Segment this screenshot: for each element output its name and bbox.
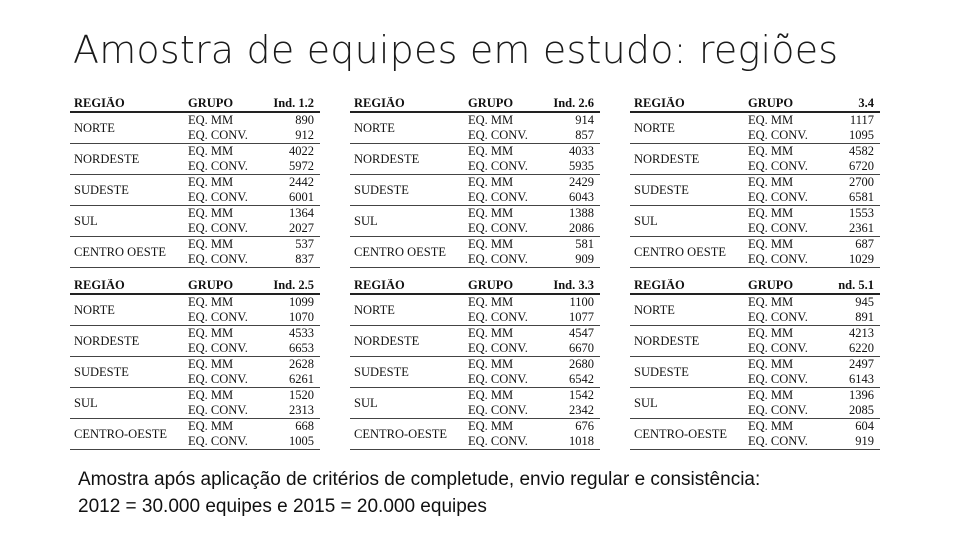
region-cell: NORTE — [354, 120, 395, 135]
region-cell: NORTE — [74, 302, 115, 317]
group-cell: EQ. CONV. — [468, 372, 528, 386]
group-cell: EQ. CONV. — [748, 159, 808, 173]
value-cell: 890 — [295, 113, 314, 127]
group-cell: EQ. MM — [468, 388, 514, 402]
value-cell: 6670 — [569, 341, 594, 355]
group-cell: EQ. CONV. — [188, 190, 248, 204]
value-cell: 1077 — [569, 310, 594, 324]
value-cell: 1553 — [849, 206, 874, 220]
value-cell: 1396 — [849, 388, 874, 402]
value-cell: 6143 — [849, 372, 874, 386]
value-cell: 2361 — [849, 221, 874, 235]
group-cell: EQ. MM — [188, 388, 234, 402]
header-region: REGIÃO — [354, 97, 405, 110]
header-group: GRUPO — [468, 96, 514, 110]
value-cell: 914 — [575, 113, 594, 127]
header-indicator: Ind. 1.2 — [273, 97, 314, 110]
table-row — [70, 388, 320, 419]
group-cell: EQ. CONV. — [748, 434, 808, 448]
group-cell: EQ. CONV. — [748, 341, 808, 355]
region-cell: SUL — [634, 395, 658, 410]
table-row — [70, 206, 320, 237]
group-cell: EQ. MM — [748, 175, 794, 189]
table-row — [70, 326, 320, 357]
value-cell: 1095 — [849, 128, 874, 142]
region-cell: SUL — [74, 213, 98, 228]
value-cell: 1005 — [289, 434, 314, 448]
value-cell: 1070 — [289, 310, 314, 324]
value-cell: 837 — [295, 252, 314, 266]
value-cell: 857 — [575, 128, 594, 142]
value-cell: 1364 — [289, 206, 314, 220]
table-row — [630, 326, 880, 357]
region-cell: NORTE — [634, 302, 675, 317]
region-cell: SUDESTE — [634, 364, 689, 379]
caption-text: Amostra após aplicação de critérios de completude, envio regular e consistência: 2012 = 30.000 equipes e 2015 = 20.000 equipes — [78, 469, 761, 517]
table-header — [630, 97, 880, 113]
region-cell: SUL — [354, 213, 378, 228]
group-cell: EQ. CONV. — [188, 310, 248, 324]
table-row — [70, 144, 320, 175]
slide-title: Amostra de equipes em estudo: regiões — [73, 28, 839, 72]
table-row — [630, 113, 880, 144]
table-row — [70, 113, 320, 144]
value-cell: 4533 — [289, 326, 314, 340]
table-row — [350, 175, 600, 206]
region-cell: CENTRO OESTE — [634, 244, 727, 259]
group-cell: EQ. CONV. — [188, 372, 248, 386]
value-cell: 2497 — [849, 357, 874, 371]
value-cell: 1018 — [569, 434, 594, 448]
group-cell: EQ. MM — [188, 419, 234, 433]
header-region: REGIÃO — [74, 279, 125, 292]
header-group: GRUPO — [748, 96, 794, 110]
group-cell: EQ. MM — [748, 206, 794, 220]
region-cell: NORDESTE — [634, 151, 700, 166]
group-cell: EQ. CONV. — [188, 434, 248, 448]
value-cell: 4022 — [289, 144, 314, 158]
group-cell: EQ. CONV. — [748, 310, 808, 324]
table-row — [630, 175, 880, 206]
table-row — [350, 419, 600, 450]
data-table — [350, 279, 600, 450]
value-cell: 891 — [855, 310, 874, 324]
group-cell: EQ. MM — [468, 295, 514, 309]
region-cell: NORDESTE — [74, 333, 140, 348]
region-cell: NORTE — [74, 120, 115, 135]
value-cell: 919 — [855, 434, 874, 448]
group-cell: EQ. MM — [188, 295, 234, 309]
group-cell: EQ. CONV. — [748, 190, 808, 204]
region-cell: CENTRO OESTE — [74, 244, 167, 259]
group-cell: EQ. MM — [188, 206, 234, 220]
value-cell: 2680 — [569, 357, 594, 371]
value-cell: 2313 — [289, 403, 314, 417]
data-table — [630, 97, 880, 268]
value-cell: 687 — [855, 237, 874, 251]
value-cell: 2700 — [849, 175, 874, 189]
group-cell: EQ. CONV. — [188, 159, 248, 173]
value-cell: 6542 — [569, 372, 594, 386]
value-cell: 5972 — [289, 159, 314, 173]
data-table — [630, 279, 880, 450]
header-indicator: Ind. 2.5 — [273, 279, 314, 292]
group-cell: EQ. MM — [188, 144, 234, 158]
value-cell: 1117 — [849, 113, 874, 127]
value-cell: 2086 — [569, 221, 594, 235]
region-cell: SUDESTE — [74, 182, 129, 197]
value-cell: 6043 — [569, 190, 594, 204]
group-cell: EQ. MM — [748, 419, 794, 433]
value-cell: 4213 — [849, 326, 874, 340]
value-cell: 581 — [575, 237, 594, 251]
table-row — [70, 419, 320, 450]
region-cell: SUL — [74, 395, 98, 410]
group-cell: EQ. MM — [188, 357, 234, 371]
group-cell: EQ. CONV. — [468, 128, 528, 142]
region-cell: SUDESTE — [354, 364, 409, 379]
group-cell: EQ. MM — [468, 113, 514, 127]
table-row — [350, 326, 600, 357]
group-cell: EQ. CONV. — [468, 252, 528, 266]
region-cell: NORDESTE — [354, 151, 420, 166]
value-cell: 1099 — [289, 295, 314, 309]
table-row — [350, 206, 600, 237]
region-cell: SUL — [354, 395, 378, 410]
group-cell: EQ. MM — [468, 237, 514, 251]
group-cell: EQ. CONV. — [748, 403, 808, 417]
table-row — [630, 419, 880, 450]
group-cell: EQ. CONV. — [748, 372, 808, 386]
region-cell: NORDESTE — [634, 333, 700, 348]
region-cell: CENTRO-OESTE — [74, 426, 168, 441]
table-row — [630, 144, 880, 175]
group-cell: EQ. MM — [468, 419, 514, 433]
table-row — [350, 237, 600, 268]
group-cell: EQ. MM — [468, 326, 514, 340]
group-cell: EQ. MM — [188, 113, 234, 127]
table-row — [70, 357, 320, 388]
group-cell: EQ. MM — [748, 357, 794, 371]
value-cell: 6653 — [289, 341, 314, 355]
value-cell: 6001 — [289, 190, 314, 204]
value-cell: 1100 — [569, 295, 594, 309]
data-table — [70, 279, 320, 450]
region-cell: NORTE — [634, 120, 675, 135]
value-cell: 2342 — [569, 403, 594, 417]
group-cell: EQ. CONV. — [468, 190, 528, 204]
table-row — [630, 388, 880, 419]
header-indicator: Ind. 3.3 — [553, 279, 594, 292]
group-cell: EQ. MM — [468, 175, 514, 189]
group-cell: EQ. MM — [188, 237, 234, 251]
value-cell: 676 — [575, 419, 594, 433]
group-cell: EQ. MM — [468, 144, 514, 158]
group-cell: EQ. CONV. — [188, 128, 248, 142]
header-group: GRUPO — [748, 278, 794, 292]
header-indicator: nd. 5.1 — [838, 279, 874, 292]
region-cell: SUDESTE — [74, 364, 129, 379]
data-table — [70, 97, 320, 268]
group-cell: EQ. CONV. — [748, 128, 808, 142]
value-cell: 2027 — [289, 221, 314, 235]
table-row — [70, 175, 320, 206]
group-cell: EQ. CONV. — [188, 341, 248, 355]
table-row — [350, 295, 600, 326]
table-row — [350, 144, 600, 175]
region-cell: CENTRO-OESTE — [634, 426, 728, 441]
table-header — [350, 279, 600, 295]
value-cell: 668 — [295, 419, 314, 433]
table-row — [350, 113, 600, 144]
group-cell: EQ. MM — [748, 388, 794, 402]
value-cell: 912 — [295, 128, 314, 142]
table-header — [70, 279, 320, 295]
group-cell: EQ. CONV. — [748, 252, 808, 266]
header-group: GRUPO — [188, 96, 234, 110]
header-region: REGIÃO — [634, 279, 685, 292]
value-cell: 5935 — [569, 159, 594, 173]
table-header — [70, 97, 320, 113]
header-group: GRUPO — [468, 278, 514, 292]
group-cell: EQ. CONV. — [468, 341, 528, 355]
data-table — [350, 97, 600, 268]
header-indicator: 3.4 — [858, 97, 874, 110]
header-region: REGIÃO — [634, 97, 685, 110]
group-cell: EQ. MM — [748, 144, 794, 158]
header-indicator: Ind. 2.6 — [553, 97, 594, 110]
value-cell: 537 — [295, 237, 314, 251]
value-cell: 604 — [855, 419, 874, 433]
table-row — [630, 295, 880, 326]
value-cell: 2085 — [849, 403, 874, 417]
value-cell: 909 — [575, 252, 594, 266]
table-header — [630, 279, 880, 295]
value-cell: 4582 — [849, 144, 874, 158]
value-cell: 945 — [855, 295, 874, 309]
value-cell: 1029 — [849, 252, 874, 266]
value-cell: 2628 — [289, 357, 314, 371]
group-cell: EQ. MM — [188, 175, 234, 189]
value-cell: 1388 — [569, 206, 594, 220]
group-cell: EQ. MM — [468, 206, 514, 220]
value-cell: 2442 — [289, 175, 314, 189]
group-cell: EQ. CONV. — [468, 221, 528, 235]
group-cell: EQ. CONV. — [748, 221, 808, 235]
group-cell: EQ. MM — [748, 295, 794, 309]
table-row — [630, 357, 880, 388]
table-row — [630, 237, 880, 268]
group-cell: EQ. CONV. — [468, 434, 528, 448]
value-cell: 6581 — [849, 190, 874, 204]
value-cell: 1520 — [289, 388, 314, 402]
region-cell: NORTE — [354, 302, 395, 317]
region-cell: SUL — [634, 213, 658, 228]
header-group: GRUPO — [188, 278, 234, 292]
value-cell: 6220 — [849, 341, 874, 355]
region-cell: SUDESTE — [634, 182, 689, 197]
group-cell: EQ. MM — [188, 326, 234, 340]
table-row — [350, 357, 600, 388]
group-cell: EQ. CONV. — [468, 403, 528, 417]
group-cell: EQ. MM — [748, 237, 794, 251]
region-cell: CENTRO OESTE — [354, 244, 447, 259]
value-cell: 6720 — [849, 159, 874, 173]
region-cell: NORDESTE — [354, 333, 420, 348]
table-row — [350, 388, 600, 419]
value-cell: 4547 — [569, 326, 594, 340]
region-cell: CENTRO-OESTE — [354, 426, 448, 441]
group-cell: EQ. CONV. — [188, 252, 248, 266]
header-region: REGIÃO — [74, 97, 125, 110]
group-cell: EQ. CONV. — [188, 221, 248, 235]
value-cell: 1542 — [569, 388, 594, 402]
table-header — [350, 97, 600, 113]
value-cell: 4033 — [569, 144, 594, 158]
value-cell: 6261 — [289, 372, 314, 386]
group-cell: EQ. MM — [468, 357, 514, 371]
group-cell: EQ. MM — [748, 326, 794, 340]
header-region: REGIÃO — [354, 279, 405, 292]
group-cell: EQ. MM — [748, 113, 794, 127]
value-cell: 2429 — [569, 175, 594, 189]
table-row — [70, 295, 320, 326]
table-row — [70, 237, 320, 268]
region-cell: NORDESTE — [74, 151, 140, 166]
group-cell: EQ. CONV. — [468, 159, 528, 173]
table-row — [630, 206, 880, 237]
group-cell: EQ. CONV. — [468, 310, 528, 324]
group-cell: EQ. CONV. — [188, 403, 248, 417]
region-cell: SUDESTE — [354, 182, 409, 197]
